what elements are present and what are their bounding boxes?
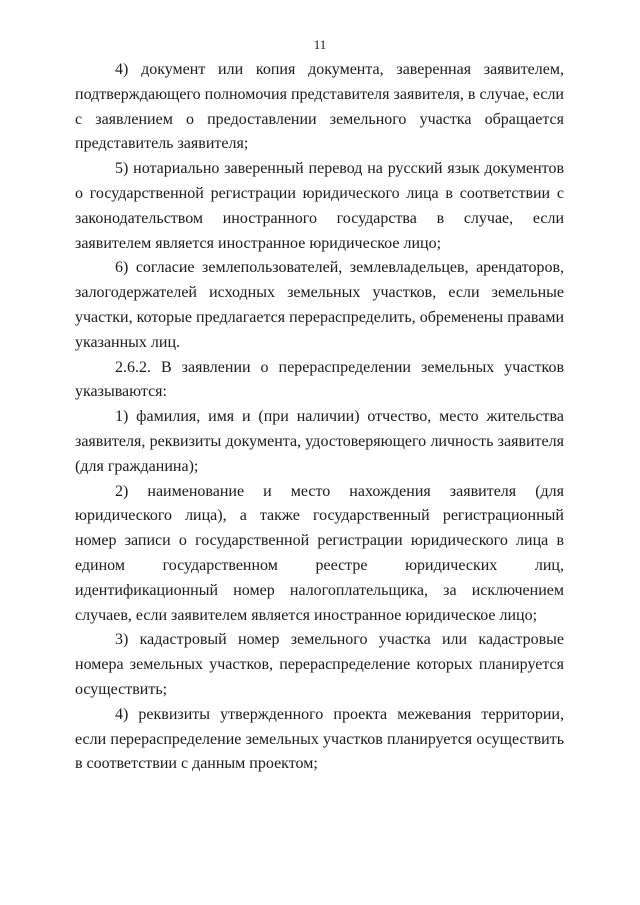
paragraph-item-6-consent: 6) согласие землепользователей, землевладельцев, арендаторов, залогодержателей исходных земельных участков, если земельные участки, которые предлагается перераспределить, обременены правами указанных лиц. [75,259,564,351]
page-number: 11 [313,37,327,52]
paragraph-item-5-notarized-translation: 5) нотариально заверенный перевод на русский язык документов о государственной регистрации юридического лица в соответствии с законодательством иностранного государства в случае, если заявителем является иностранное юридическое лицо; [75,160,564,252]
paragraph-item-1-citizen-details: 1) фамилия, имя и (при наличии) отчество, место жительства заявителя, реквизиты документа, удостоверяющего личность заявителя (для гражданина); [75,408,564,475]
paragraph-item-4-survey-project: 4) реквизиты утвержденного проекта межевания территории, если перераспределение земельных участков планируется осуществить в соответствии с данным проектом; [75,705,564,773]
paragraph-item-3-cadastral-numbers: 3) кадастровый номер земельного участка или кадастровые номера земельных участков, перераспределение которых планируется осуществить; [75,631,564,698]
paragraph-section-2-6-2: 2.6.2. В заявлении о перераспределении земельных участков указываются: [75,358,564,401]
paragraph-item-2-legal-entity-details: 2) наименование и место нахождения заявителя (для юридического лица), а также государственный регистрационный номер записи о государственной регистрации юридического лица в едином государственном реестре юридических лиц, идентификационный номер налогоплательщика, за исключением случаев, если заявителем является иностранное юридическое лицо; [75,482,564,624]
document-body [75,58,564,777]
paragraph-item-4-power-of-attorney: 4) документ или копия документа, заверенная заявителем, подтверждающего полномочия представителя заявителя, в случае, если с заявлением о предоставлении земельного участка обращается представитель заявителя; [75,61,564,153]
